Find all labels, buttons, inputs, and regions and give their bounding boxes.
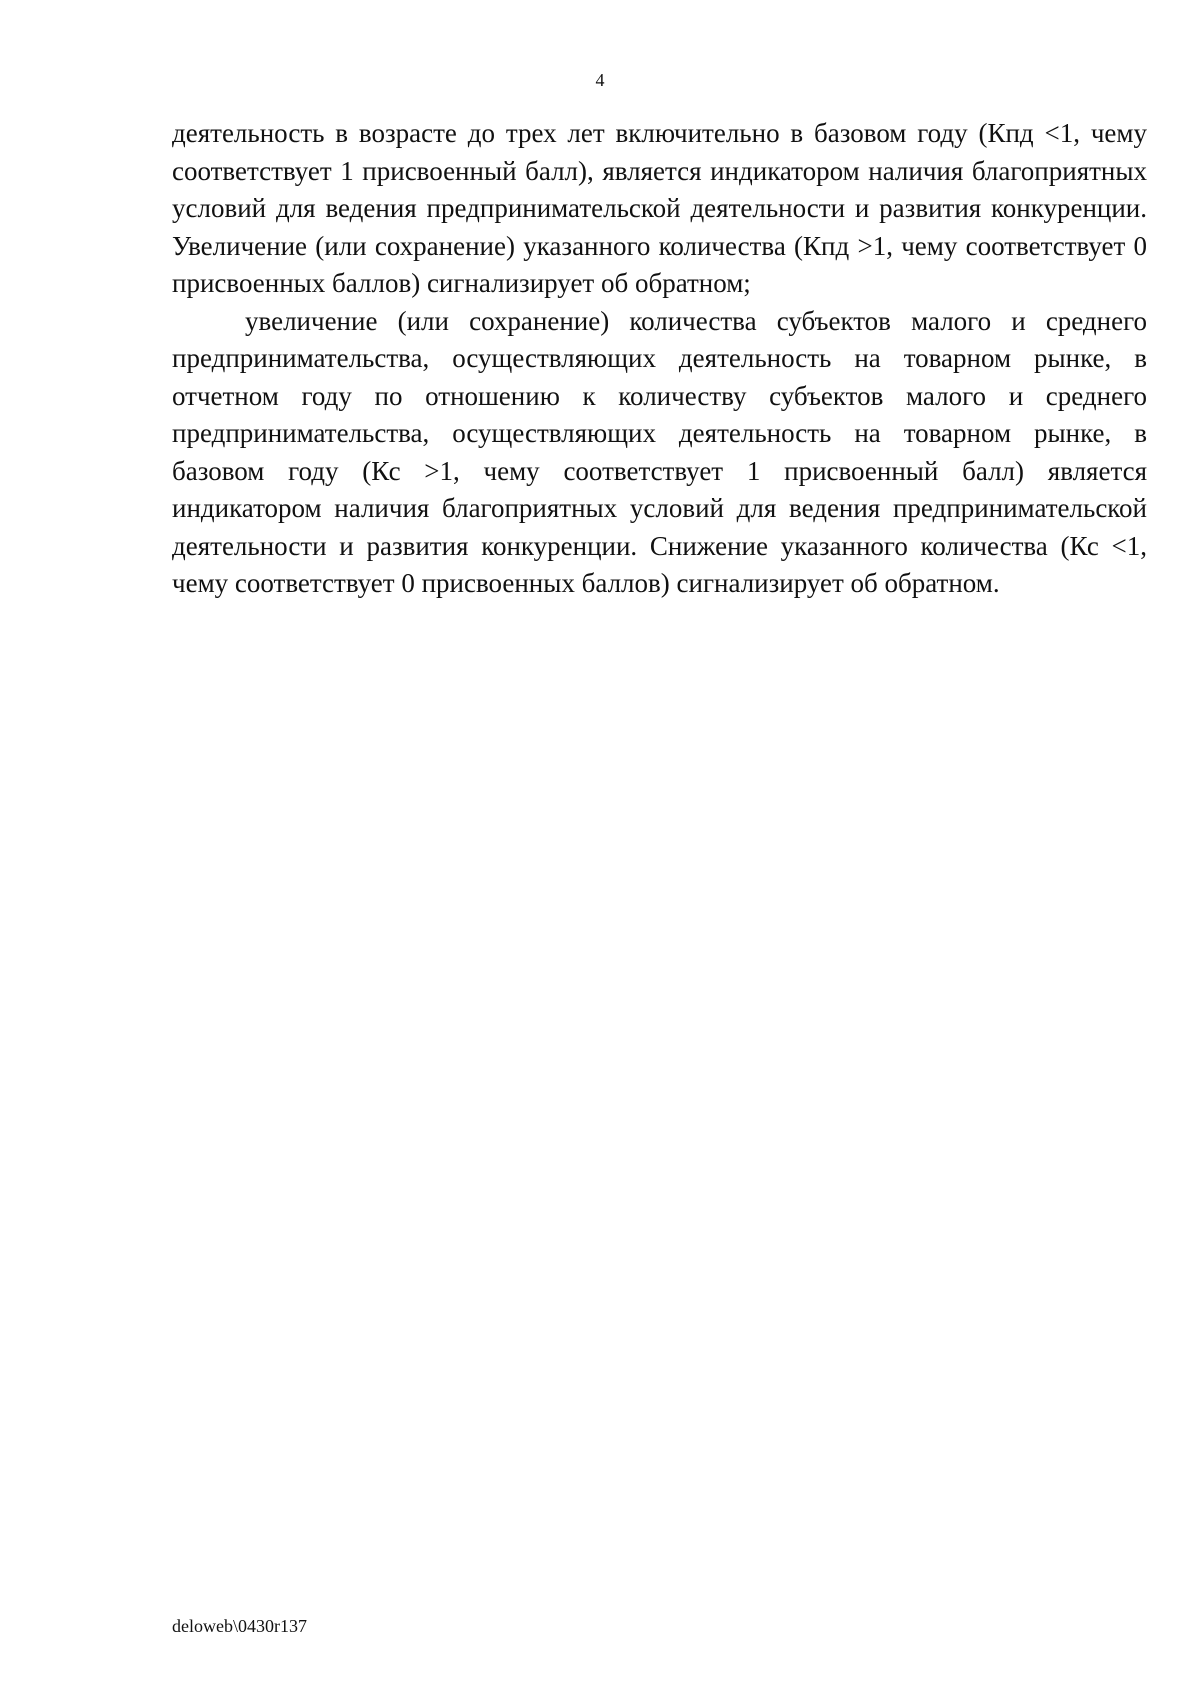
document-body (172, 115, 1147, 603)
page-number: 4 (595, 70, 605, 90)
document-footer-code: deloweb\0430r137 (172, 1616, 307, 1636)
paragraph-continuation: деятельность в возрасте до трех лет включительно в базовом году (Кпд <1, чему соответствует 1 присвоенный балл), является индикатором наличия благоприятных условий для ведения предпринимательской деятельности и развития конкуренции. Увеличение (или сохранение) указанного количества (Кпд >1, чему соответствует 0 присвоенных баллов) сигнализирует об обратном; (172, 118, 1147, 298)
paragraph-smb-count: увеличение (или сохранение) количества субъектов малого и среднего предпринимательства, осуществляющих деятельность на товарном рынке, в отчетном году по отношению к количеству субъектов малого и среднего предпринимательства, осуществляющих деятельность на товарном рынке, в базовом году (Кс >1, чему соответствует 1 присвоенный балл) является индикатором наличия благоприятных условий для ведения предпринимательской деятельности и развития конкуренции. Снижение указанного количества (Кс <1, чему соответствует 0 присвоенных баллов) сигнализирует об обратном. (172, 305, 1147, 598)
